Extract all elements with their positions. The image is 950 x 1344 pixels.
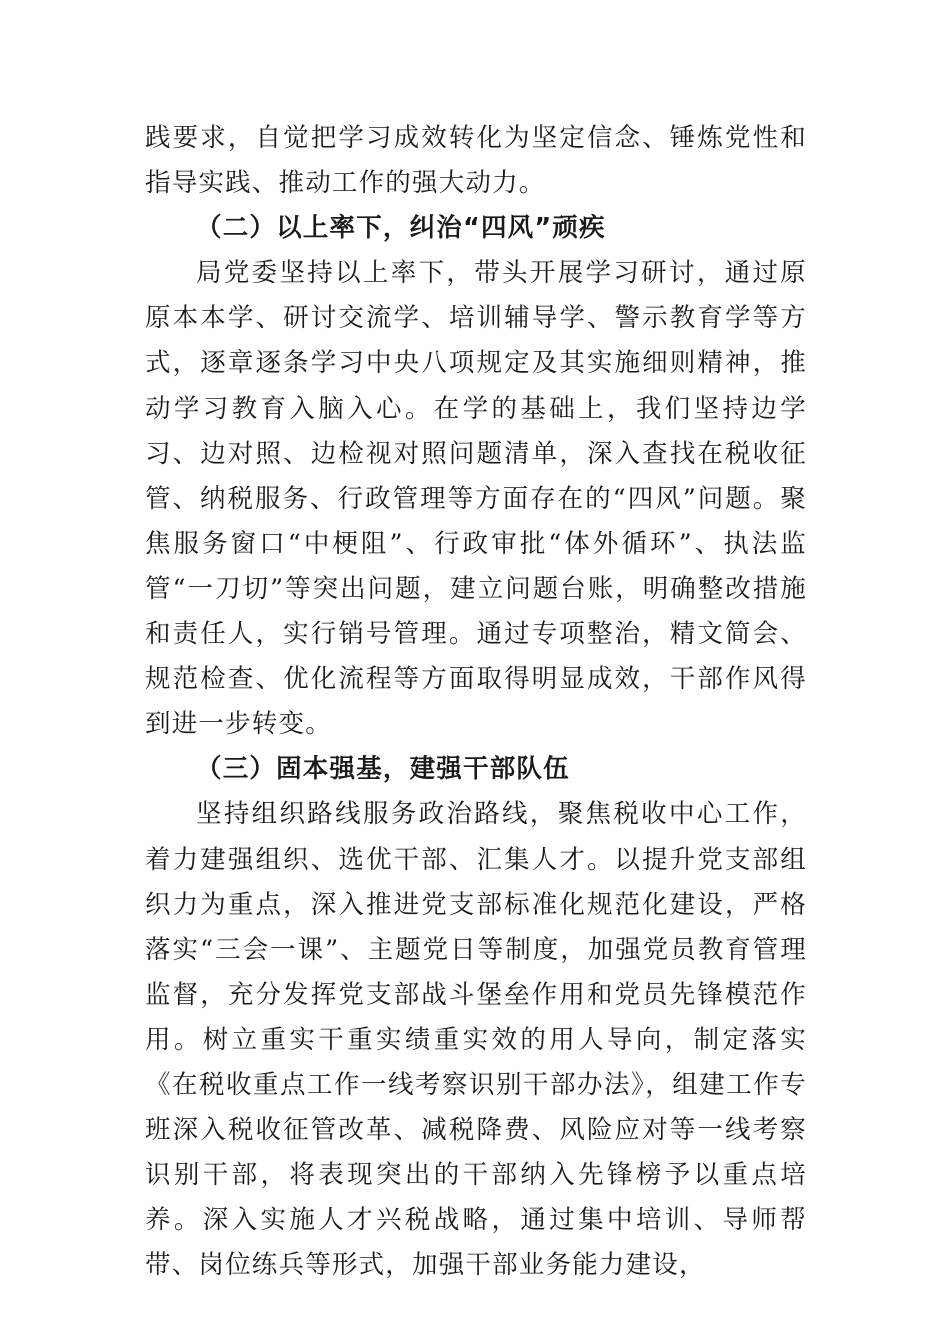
document-body: [145, 116, 807, 1288]
paragraph-continuation: 践要求，自觉把学习成效转化为坚定信念、锤炼党性和指导实践、推动工作的强大动力。: [145, 123, 807, 199]
section-heading-2: （二）以上率下，纠治“四风”顽疾: [196, 213, 606, 244]
paragraph-section-2: 局党委坚持以上率下，带头开展学习研讨，通过原原本本学、研讨交流学、培训辅导学、警示教育学等方式，逐章逐条学习中央八项规定及其实施细则精神，推动学习教育入脑入心。在学的基础上，我们坚持边学习、边对照、边检视对照问题清单，深入查找在税收征管、纳税服务、行政管理等方面存在的“四风”问题。聚焦服务窗口“中梗阻”、行政审批“体外循环”、执法监管“一刀切”等突出问题，建立问题台账，明确整改措施和责任人，实行销号管理。通过专项整治，精文简会、规范检查、优化流程等方面取得明显成效，干部作风得到进一步转变。: [145, 258, 807, 740]
paragraph-section-3: 坚持组织路线服务政治路线，聚焦税收中心工作，着力建强组织、选优干部、汇集人才。以提升党支部组织力为重点，深入推进党支部标准化规范化建设，严格落实“三会一课”、主题党日等制度，加强党员教育管理监督，充分发挥党支部战斗堡垒作用和党员先锋模范作用。树立重实干重实绩重实效的用人导向，制定落实《在税收重点工作一线考察识别干部办法》，组建工作专班深入税收征管改革、减税降费、风险应对等一线考察识别干部，将表现突出的干部纳入先锋榜予以重点培养。深入实施人才兴税战略，通过集中培训、导师帮带、岗位练兵等形式，加强干部业务能力建设，: [145, 799, 807, 1281]
section-heading-3: （三）固本强基，建强干部队伍: [196, 754, 570, 785]
